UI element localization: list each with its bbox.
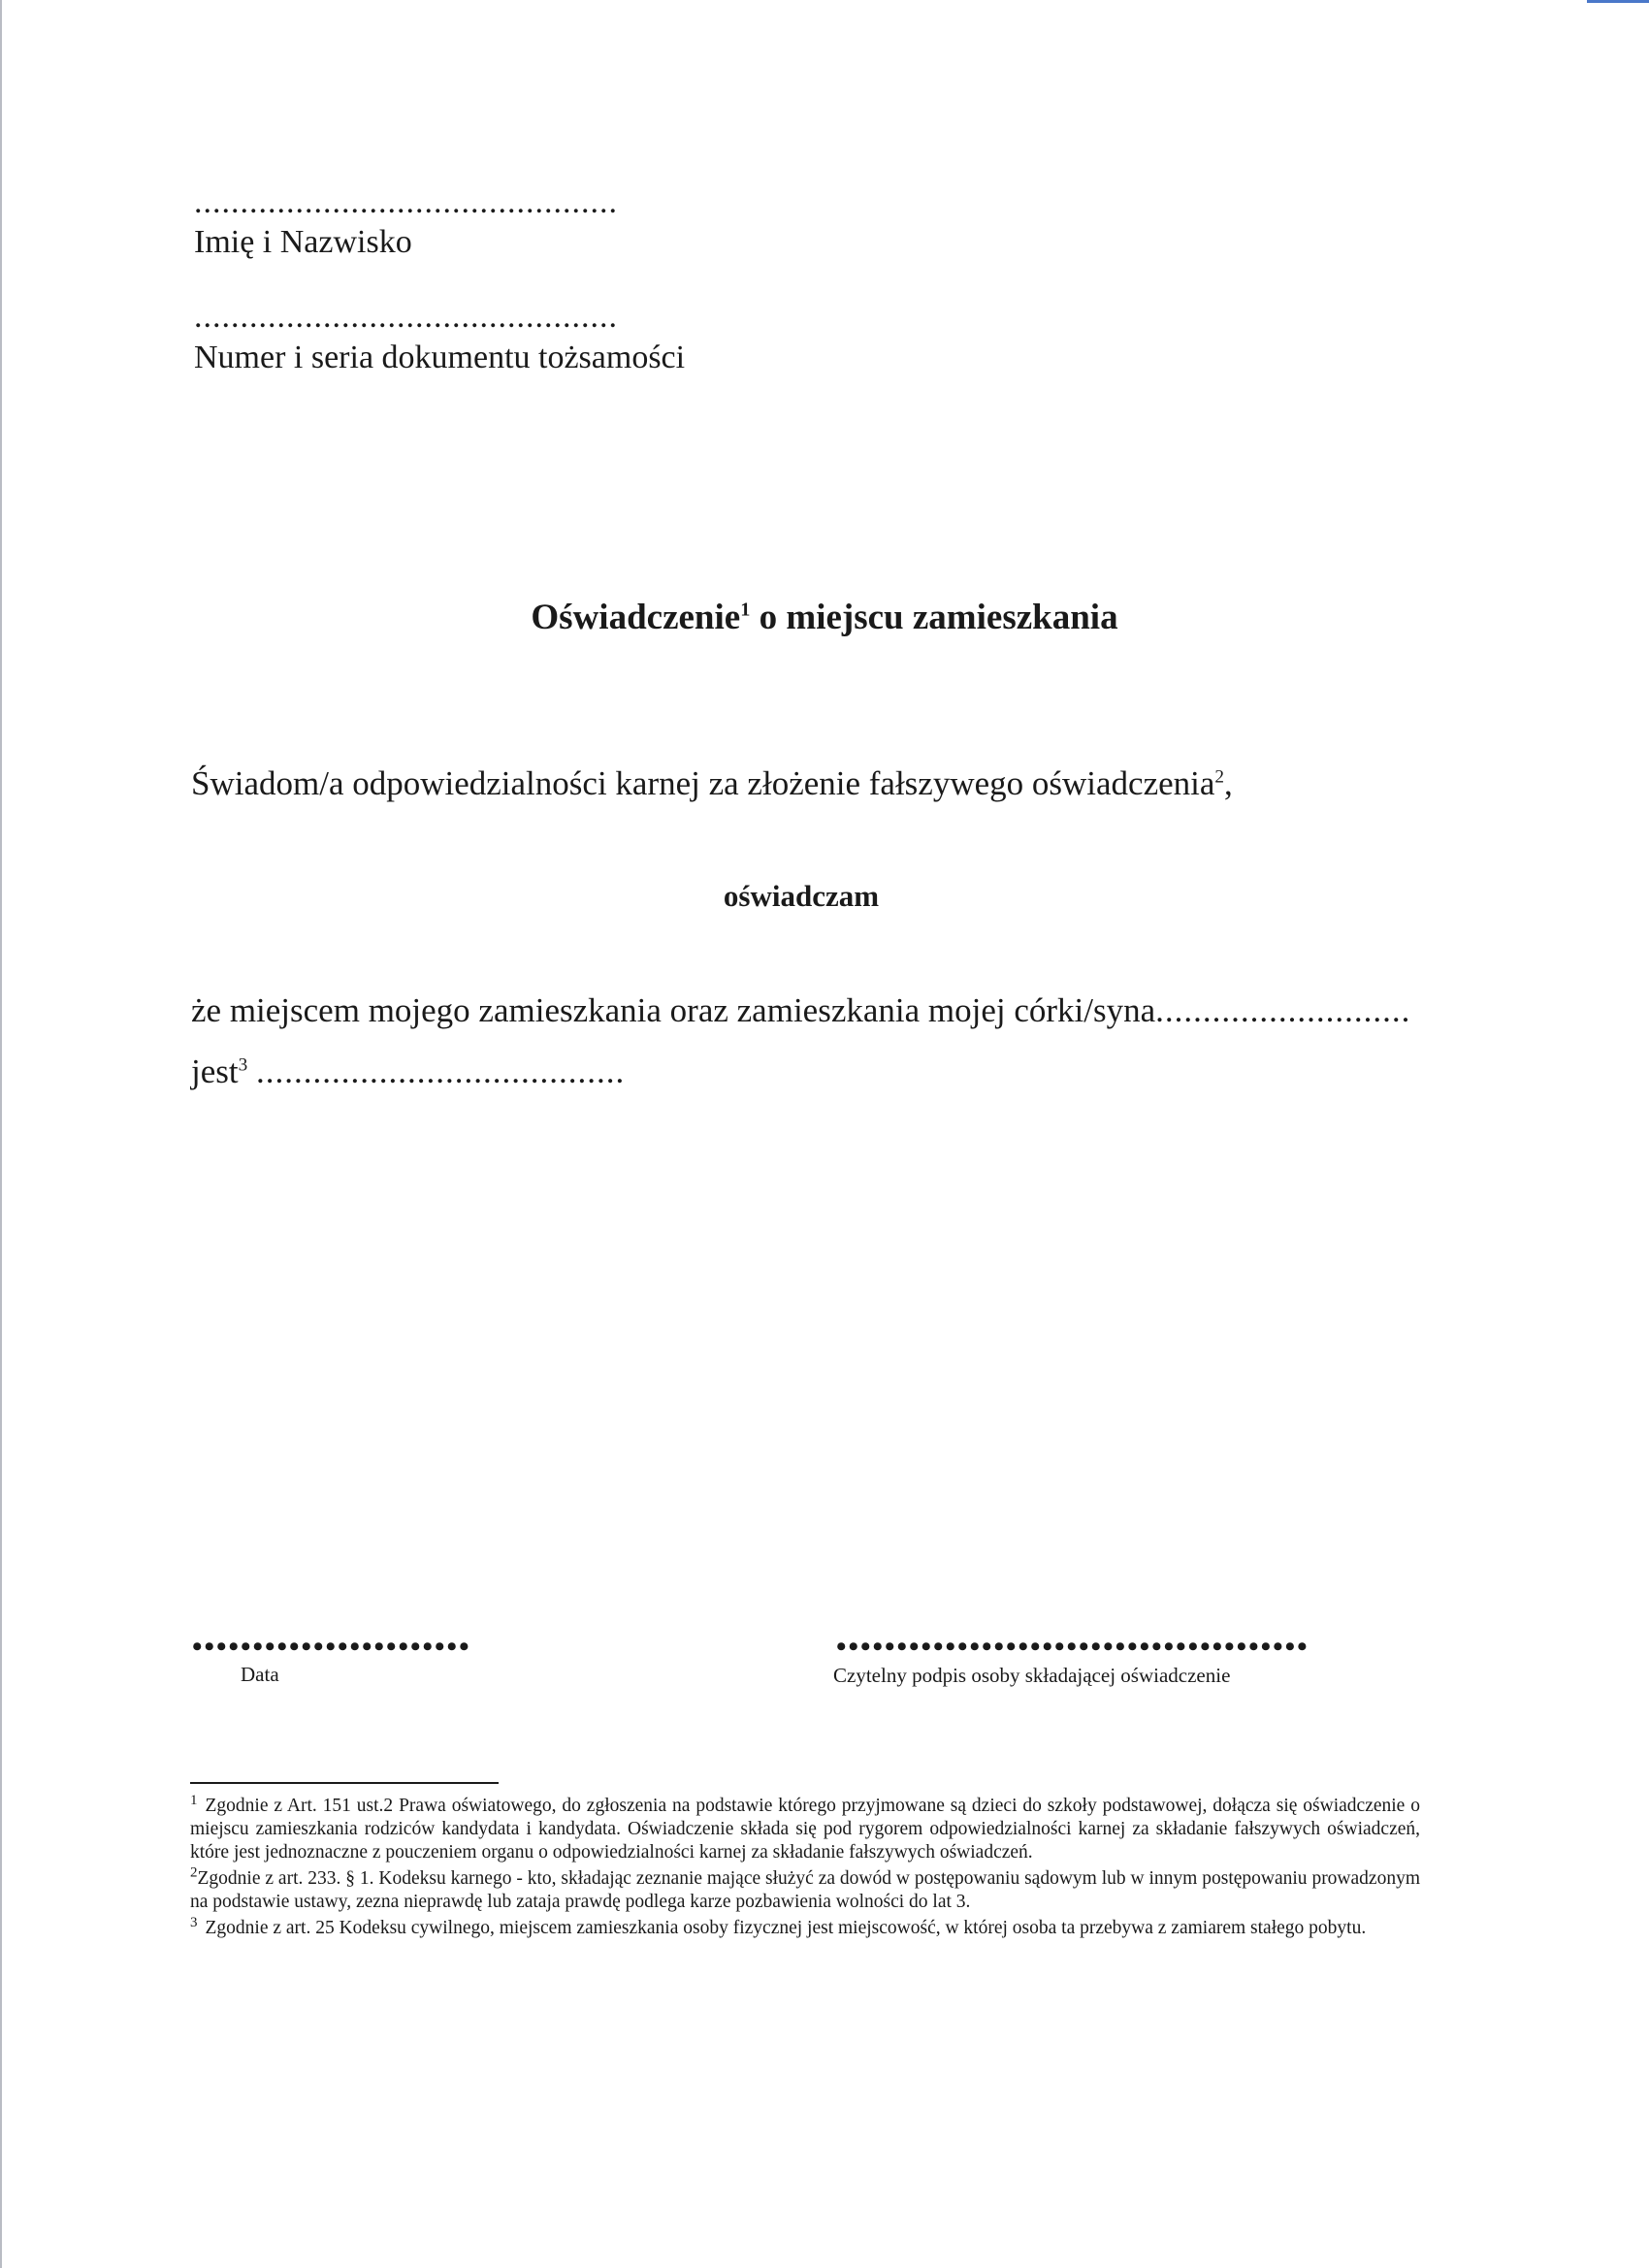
page-title (0, 599, 1649, 635)
scan-edge-left (0, 0, 2, 2268)
footnote-2-number: 2 (190, 1864, 198, 1881)
footnote-separator (190, 1782, 499, 1784)
footnotes (190, 1792, 1420, 1943)
title-rest: o miejscu zamieszkania (750, 598, 1118, 637)
residence-footnote-ref: 3 (238, 1054, 248, 1076)
footnote-3-text: Zgodnie z art. 25 Kodeksu cywilnego, miejscem zamieszkania osoby fizycznej jest miejscowość, w której osoba ta przebywa z zamiarem stałego pobytu. (205, 1918, 1367, 1938)
footnote-3 (190, 1914, 1420, 1940)
statement-line (191, 766, 1233, 800)
residence-dots-2: ....................................... (255, 1053, 626, 1090)
signature-label: Czytelny podpis osoby składającej oświadczenie (833, 1664, 1231, 1687)
title-main: Oświadczenie (531, 598, 741, 637)
residence-line-1 (191, 993, 1410, 1027)
declare-heading: oświadczam (723, 879, 880, 913)
date-dots: ••••••••••••••••••••••• (192, 1631, 471, 1663)
document-dots: .............................................. (194, 299, 618, 335)
residence-line-2 (191, 1054, 625, 1088)
statement-text: Świadom/a odpowiedzialności karnej za złożenie fałszywego oświadczenia (191, 764, 1215, 802)
statement-trail: , (1224, 764, 1233, 802)
statement-footnote-ref: 2 (1214, 766, 1225, 788)
residence-word-jest: jest (191, 1053, 239, 1090)
footnote-3-number: 3 (190, 1914, 198, 1930)
name-label: Imię i Nazwisko (194, 224, 412, 260)
footnote-1 (190, 1792, 1420, 1864)
date-label: Data (241, 1663, 279, 1686)
residence-dots-1: ........................... (1155, 991, 1411, 1029)
scan-edge-marker (1587, 0, 1649, 3)
signature-dots: ••••••••••••••••••••••••••••••••••••••• (836, 1631, 1310, 1663)
title-footnote-ref: 1 (740, 599, 751, 621)
footnote-1-text: Zgodnie z Art. 151 ust.2 Prawa oświatowego, do zgłoszenia na podstawie którego przyjmowane są dzieci do szkoły podstawowej, dołącza się oświadczenie o miejscu zamieszkania rodziców kandydata i kandydata. Oświadczenie składa się pod rygorem odpowiedzialności karnej za składanie fałszywych oświadczeń, które jest jednoznaczne z pouczeniem organu o odpowiedzialności karnej za składanie fałszywych oświadczeń. (190, 1796, 1420, 1863)
footnote-2 (190, 1864, 1420, 1914)
name-dots: .............................................. (194, 184, 618, 220)
footnote-1-number: 1 (190, 1792, 198, 1808)
document-label: Numer i seria dokumentu tożsamości (194, 340, 686, 375)
footnote-2-text: Zgodnie z art. 233. § 1. Kodeksu karnego - kto, składając zeznanie mające służyć za dowód w postępowaniu sądowym lub w innym postępowaniu prowadzonym na podstawie ustawy, zezna nieprawdę lub zataja prawdę podlega karze pozbawienia wolności do lat 3. (190, 1868, 1420, 1912)
residence-text: że miejscem mojego zamieszkania oraz zamieszkania mojej córki/syna (191, 991, 1156, 1029)
